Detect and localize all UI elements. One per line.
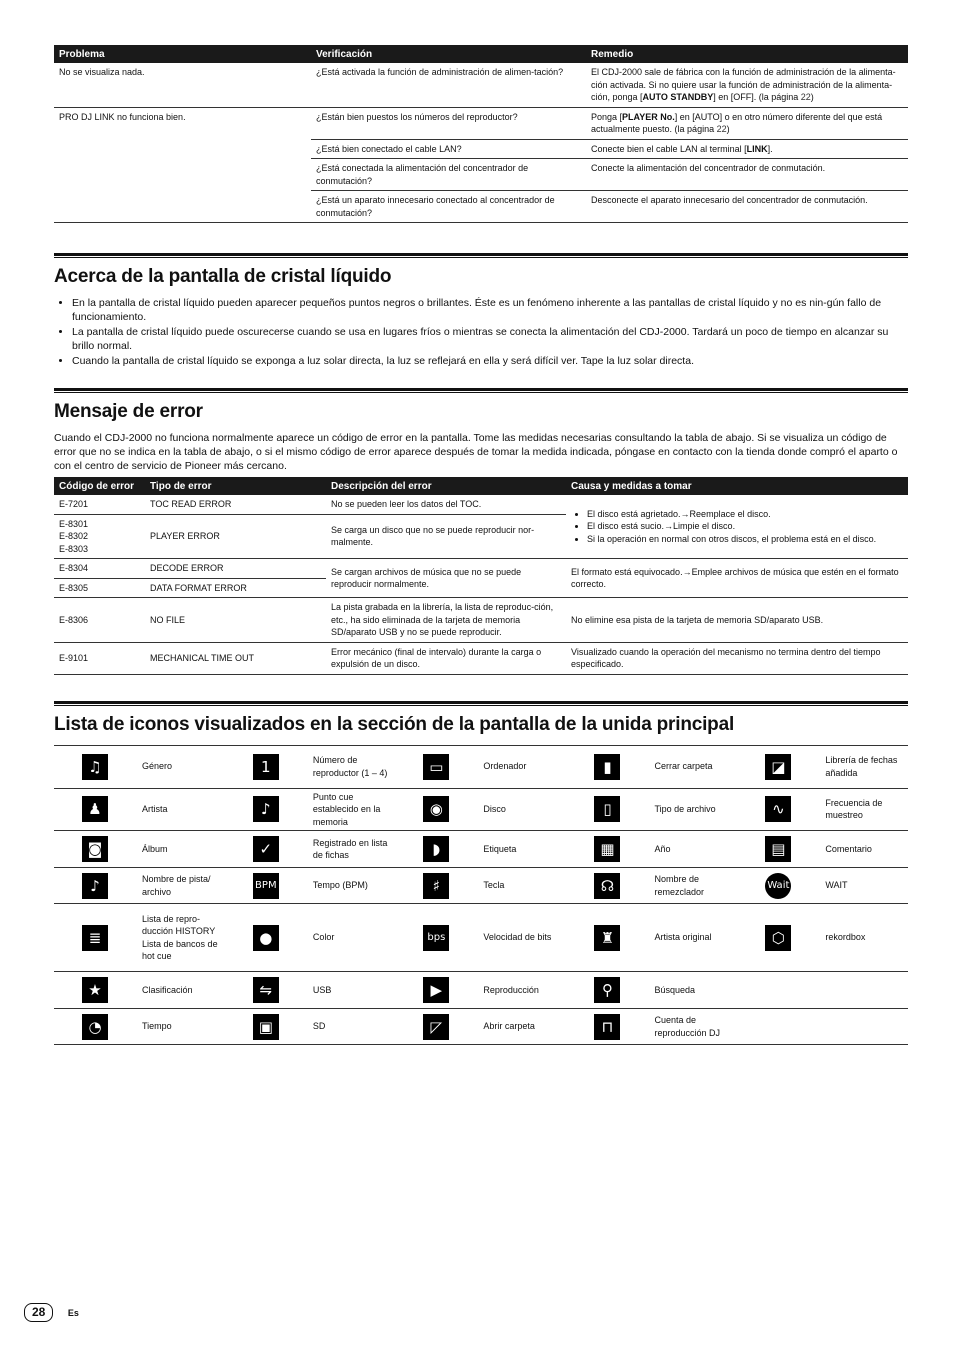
display-icon: ∿ (765, 796, 791, 822)
icon-cell (737, 788, 820, 831)
col-remedio: Remedio (586, 45, 908, 63)
icon-cell (395, 972, 478, 1009)
section-rule (54, 388, 908, 393)
icon-label: Tipo de archivo (649, 788, 737, 831)
display-icon: ♪ (253, 796, 279, 822)
type-cell: DATA FORMAT ERROR (145, 578, 326, 598)
icon-label: Ordenador (478, 745, 566, 788)
col-causa: Causa y medidas a tomar (566, 477, 908, 495)
error-intro: Cuando el CDJ-2000 no funciona normalmente aparece un código de error en la pantalla. Tome las medidas necesarias consultando la tabla de abajo. Si se visualiza un código de error que no se indica en la tabla de abajo, o si el mismo código de error aparece después de tomar la medida indicada, póngase en contacto con la tienda donde compró el aparto o con el centro de servicio de Pioneer más cercano. (54, 432, 898, 472)
icon-cell (395, 831, 478, 868)
table-row (54, 788, 908, 831)
table-row (54, 972, 908, 1009)
section-rule (54, 701, 908, 706)
display-icon: 1 (253, 754, 279, 780)
icon-label: Nombre de remezclador (649, 868, 737, 904)
icon-label: WAIT (820, 868, 908, 904)
code-cell: E-8306 (54, 598, 145, 643)
language-code: Es (67, 1308, 79, 1318)
page-number: 28 (24, 1303, 53, 1322)
table-row (54, 63, 908, 107)
icon-cell (566, 1009, 649, 1045)
page-footer (24, 1303, 79, 1322)
icon-label: Comentario (820, 831, 908, 868)
lcd-bullets (54, 296, 908, 368)
section-rule (54, 253, 908, 258)
icon-label: Disco (478, 788, 566, 831)
icon-label: Año (649, 831, 737, 868)
icon-label: Etiqueta (478, 831, 566, 868)
icon-cell (225, 788, 308, 831)
type-cell: DECODE ERROR (145, 559, 326, 579)
display-icon: ♫ (82, 754, 108, 780)
problem-cell: No se visualiza nada. (54, 63, 311, 107)
icon-label: Cerrar carpeta (649, 745, 737, 788)
icon-cell (225, 904, 308, 972)
list-item: • El disco está agrietado.→Reemplace el disco. (587, 508, 903, 521)
display-icon: ◉ (423, 796, 449, 822)
icon-cell (54, 1009, 137, 1045)
error-table (54, 477, 908, 675)
display-icon: ☊ (594, 873, 620, 899)
code-cell: E-9101 (54, 642, 145, 674)
cause-cell (566, 495, 908, 559)
col-problema: Problema (54, 45, 311, 63)
icon-cell (225, 868, 308, 904)
icon-label (820, 972, 908, 1009)
icon-label: Búsqueda (649, 972, 737, 1009)
icon-cell (737, 972, 820, 1009)
code-cell: E-8305 (54, 578, 145, 598)
icon-label: Abrir carpeta (478, 1009, 566, 1045)
icon-label: Género (137, 745, 225, 788)
display-icon: ▶ (423, 977, 449, 1003)
icon-cell (225, 745, 308, 788)
display-icon: ⚲ (594, 977, 620, 1003)
icon-cell (566, 745, 649, 788)
icon-cell (566, 904, 649, 972)
troubleshooting-table (54, 45, 908, 223)
icon-label: Nombre de pista/ archivo (137, 868, 225, 904)
icon-cell (566, 972, 649, 1009)
icon-label: Artista original (649, 904, 737, 972)
display-icon: ♜ (594, 925, 620, 951)
icon-cell (737, 831, 820, 868)
icon-cell (54, 972, 137, 1009)
type-cell: PLAYER ERROR (145, 514, 326, 559)
code-cell: E-8304 (54, 559, 145, 579)
icon-cell (54, 745, 137, 788)
icon-label: Librería de fechas añadida (820, 745, 908, 788)
remedy-cell: Conecte la alimentación del concentrador de conmutación. (586, 159, 908, 191)
icon-cell (566, 788, 649, 831)
display-icon: ▣ (253, 1014, 279, 1040)
icon-cell (737, 904, 820, 972)
icon-label: Reproducción (478, 972, 566, 1009)
list-item: • Si la operación en normal con otros discos, el problema está en el disco. (587, 533, 903, 546)
type-cell: NO FILE (145, 598, 326, 643)
display-icon: ▯ (594, 796, 620, 822)
check-cell: ¿Está conectada la alimentación del concentrador de conmutación? (311, 159, 586, 191)
check-cell: ¿Está un aparato innecesario conectado al concentrador de conmutación? (311, 191, 586, 223)
display-icon: ◪ (765, 754, 791, 780)
icon-cell (225, 1009, 308, 1045)
remedy-cell: Desconecte el aparato innecesario del concentrador de conmutación. (586, 191, 908, 223)
remedy-cell: Ponga [PLAYER No.] en [AUTO] o en otro número diferente del que está actualmente puesto. (la página 22) (586, 107, 908, 139)
icon-cell (737, 1009, 820, 1045)
error-section-title: Mensaje de error (54, 401, 203, 422)
icon-label: Tempo (BPM) (308, 868, 396, 904)
desc-cell: Error mecánico (final de intervalo) durante la carga o expulsión de un disco. (326, 642, 566, 674)
problem-cell: PRO DJ LINK no funciona bien. (54, 107, 311, 223)
display-icon: ★ (82, 977, 108, 1003)
table-row (54, 1009, 908, 1045)
table-row (54, 107, 908, 139)
remedy-cell: El CDJ-2000 sale de fábrica con la función de administración de la alimenta-ción activada. Si no quiere usar la función de administración de la alimenta-ción, ponga [AUTO STANDBY] en [OFF]. (la página 22) (586, 63, 908, 107)
table-row (54, 868, 908, 904)
icon-cell (54, 904, 137, 972)
display-icon: ⇋ (253, 977, 279, 1003)
icon-label: Número de reproductor (1 – 4) (308, 745, 396, 788)
display-icon: ♯ (423, 873, 449, 899)
display-icon: bps (423, 925, 449, 951)
icon-label: Clasificación (137, 972, 225, 1009)
icon-label: Artista (137, 788, 225, 831)
type-cell: TOC READ ERROR (145, 495, 326, 514)
table-row (54, 831, 908, 868)
icon-cell (737, 745, 820, 788)
table-row (54, 559, 908, 579)
col-tipo: Tipo de error (145, 477, 326, 495)
display-icon: ⬡ (765, 925, 791, 951)
cause-cell: El formato está equivocado.→Emplee archivos de música que estén en el formato correcto. (566, 559, 908, 598)
icon-label: Registrado en lista de fichas (308, 831, 396, 868)
display-icon: ◸ (423, 1014, 449, 1040)
display-icon: ≣ (82, 925, 108, 951)
icon-label: Punto cue establecido en la memoria (308, 788, 396, 831)
desc-cell: Se cargan archivos de música que no se puede reproducir normalmente. (326, 559, 566, 598)
display-icon: ✓ (253, 836, 279, 862)
icon-cell (737, 868, 820, 904)
icon-cell (225, 831, 308, 868)
icon-cell (54, 831, 137, 868)
list-item: • El disco está sucio.→Limpie el disco. (587, 520, 903, 533)
display-icon: ◙ (82, 836, 108, 862)
icon-cell (395, 745, 478, 788)
check-cell: ¿Están bien puestos los números del reproductor? (311, 107, 586, 139)
code-cell: E-8301 E-8302 E-8303 (54, 514, 145, 559)
icon-cell (395, 788, 478, 831)
lcd-section-title: Acerca de la pantalla de cristal líquido (54, 266, 392, 287)
type-cell: MECHANICAL TIME OUT (145, 642, 326, 674)
icon-label: Color (308, 904, 396, 972)
table-row (54, 598, 908, 643)
icon-cell (566, 868, 649, 904)
icon-label: Tecla (478, 868, 566, 904)
table-row (54, 495, 908, 514)
icon-cell (395, 1009, 478, 1045)
icon-cell (54, 868, 137, 904)
table-row (54, 642, 908, 674)
cause-cell: No elimine esa pista de la tarjeta de memoria SD/aparato USB. (566, 598, 908, 643)
list-item: • La pantalla de cristal líquido puede oscurecerse cuando se usa en lugares fríos o mientras se conecta la alimentación del CDJ-2000. Tardará un poco de tiempo en alcanzar su brillo normal. (72, 325, 908, 353)
icon-label: Cuenta de reproducción DJ (649, 1009, 737, 1045)
icon-cell (395, 904, 478, 972)
icons-section-title: Lista de iconos visualizados en la sección de la pantalla de la unida principal (54, 713, 735, 735)
icon-label (820, 1009, 908, 1045)
display-icon: ▭ (423, 754, 449, 780)
display-icon: ◗ (423, 836, 449, 862)
display-icon: ♟ (82, 796, 108, 822)
display-icon: ▮ (594, 754, 620, 780)
desc-cell: No se pueden leer los datos del TOC. (326, 495, 566, 514)
cause-cell: Visualizado cuando la operación del mecanismo no termina dentro del tiempo especificado. (566, 642, 908, 674)
disc-cause-list (571, 508, 903, 546)
display-icon: ♪ (82, 873, 108, 899)
icon-cell (566, 831, 649, 868)
icon-label: Álbum (137, 831, 225, 868)
list-item: • Cuando la pantalla de cristal líquido se exponga a luz solar directa, la luz se reflejará en ella y será difícil ver. Tape la luz solar directa. (72, 354, 908, 368)
icon-label: Lista de repro-ducción HISTORY Lista de bancos de hot cue (137, 904, 225, 972)
icon-label: Frecuencia de muestreo (820, 788, 908, 831)
code-cell: E-7201 (54, 495, 145, 514)
display-icon: Wait (765, 873, 791, 899)
icon-label: rekordbox (820, 904, 908, 972)
display-icon: ● (253, 925, 279, 951)
display-icon: ◔ (82, 1014, 108, 1040)
icon-label: USB (308, 972, 396, 1009)
col-descripcion: Descripción del error (326, 477, 566, 495)
table-row (54, 745, 908, 788)
check-cell: ¿Está activada la función de administración de alimen-tación? (311, 63, 586, 107)
display-icon: BPM (253, 873, 279, 899)
icon-label: SD (308, 1009, 396, 1045)
desc-cell: La pista grabada en la librería, la lista de reproduc-ción, etc., ha sido eliminada de la tarjeta de memoria SD/aparato USB y no se puede reproducir. (326, 598, 566, 643)
desc-cell: Se carga un disco que no se puede reproducir nor-malmente. (326, 514, 566, 559)
icon-list-table (54, 745, 908, 1046)
table-row (54, 904, 908, 972)
icon-cell (54, 788, 137, 831)
col-codigo: Código de error (54, 477, 145, 495)
list-item: • En la pantalla de cristal líquido pueden aparecer pequeños puntos negros o brillantes. Éste es un fenómeno inherente a las pantallas de cristal líquido y no es nin-gún fallo de funcionamiento. (72, 296, 908, 324)
icon-cell (395, 868, 478, 904)
col-verificacion: Verificación (311, 45, 586, 63)
page-content (54, 45, 908, 1045)
display-icon: ▤ (765, 836, 791, 862)
display-icon: ⊓ (594, 1014, 620, 1040)
check-cell: ¿Está bien conectado el cable LAN? (311, 139, 586, 159)
icon-label: Tiempo (137, 1009, 225, 1045)
icon-cell (225, 972, 308, 1009)
icon-label: Velocidad de bits (478, 904, 566, 972)
display-icon: ▦ (594, 836, 620, 862)
remedy-cell: Conecte bien el cable LAN al terminal [LINK]. (586, 139, 908, 159)
